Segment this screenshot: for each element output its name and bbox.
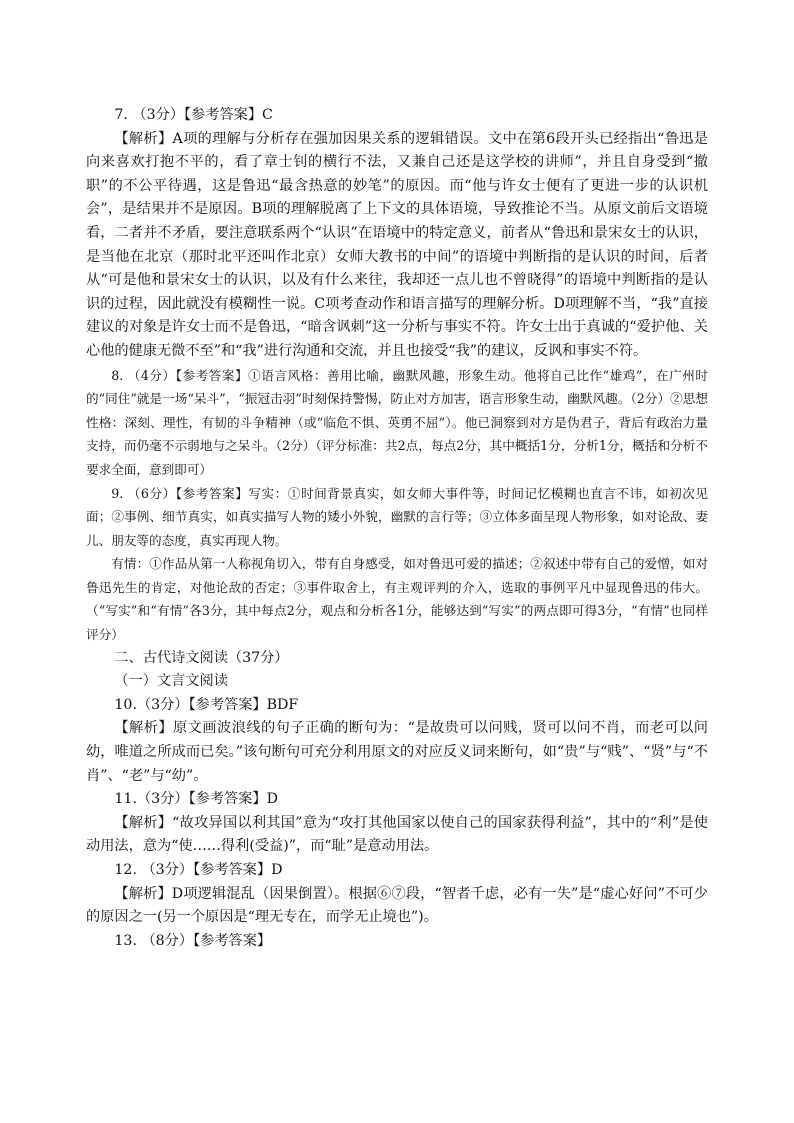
item-1: 【解析】A项的理解与分析存在强加因果关系的逻辑错误。文中在第6段开头已经指出“鲁迅是向来喜欢打抱不平的，看了章士钊的横行不法，又兼自己还是这学校的讲师”，并且自身受到“撤职”的不公平待遇，这是鲁迅“最含热意的妙笔”的原因。而“他与许女士便有了更进一步的认识机会”，是结果并不是原因。B项的理解脱离了上下文的具体语境，导致推论不当。从原文前后文语境看，二者并不矛盾，要注意联系两个“认识”在语境中的特定意义，前者从“鲁迅和景宋女士的认识，是当他在北京（那时北平还叫作北京）女师大教书的中间”的语境中判断指的是认识的时间，后者从“可是他和景宋女士的认识，以及有什么来往，我却还一点儿也不曾晓得”的语境中判断指的是认识的过程，因此就没有模糊性一说。C项考查动作和语言描写的理解分析。D项理解不当，“我”直接建议的对象是许女士而不是鲁迅，“暗含讽刺”这一分析与事实不符。许女士出于真诚的“爱护他、关心他的健康无微不至”和“我”进行沟通和交流，并且也接受“我”的建议，反讽和事实不符。 [86,130,708,359]
item-0: 7. （3分）【参考答案】C [114,107,273,123]
item-6: （一）文言文阅读 [114,673,228,690]
item-2: 8. （4分）【参考答案】①语言风格：善用比喻，幽默风趣，形象生动。他将自己比作“雄鸡”，在广州时的“同住”就是一场“呆斗”，“振冠击羽”时刻保持警惕，防止对方加害，语言形象生动，幽默风趣。（2分）②思想性格：深刻、理性，有韧的斗争精神（或“临危不惧、英勇不屈”）。他已洞察到对方是伪君子，背后有政治力量支持，而仍毫不示弱地与之呆斗。（2分）（评分标准：共2点，每点2分，其中概括1分，分析1分，概括和分析不要求全面，意到即可） [86,367,708,477]
item-8: 【解析】原文画波浪线的句子正确的断句为：“是故贵可以问贱，贤可以问不肖，而老可以问幼，唯道之所成而已矣。”该句断句可充分利用原文的对应反义词来断句，如“贵”与“贱”、“贤”与“不肖”、“老”与“幼”。 [86,720,708,784]
item-4: 有情：①作品从第一人称视角切入，带有自身感受，如对鲁迅可爱的描述；②叙述中带有自己的爱憎，如对鲁迅先生的肯定，对他论敌的否定；③事件取舍上，有主观评判的介入，选取的事例平凡中显现鲁迅的伟大。（“写实”和“有情”各3分，其中每点2分，观点和分析各1分，能够达到“写实”的两点即可得3分，“有情”也同样评分） [86,556,708,643]
item-9: 11.（3分）【参考答案】D [114,791,278,808]
item-12: 【解析】D项逻辑混乱（因果倒置）。根据⑥⑦段，“智者千虑，必有一失”是“虚心好问”不可少的原因之一(另一个原因是“理无专在，而学无止境也”)。 [86,885,708,926]
item-3: 9. （6分）【参考答案】写实：①时间背景真实，如女师大事件等，时间记忆模糊也直言不讳，如初次见面；②事例、细节真实，如真实描写人物的矮小外貌，幽默的言行等；③立体多面呈现人物形象，如对论敌、妻儿、朋友等的态度，真实再现人物。 [86,485,708,548]
item-7: 10.（3分）【参考答案】BDF [114,696,299,713]
item-13: 13. （8分）【参考答案】 [114,932,272,949]
item-5: 二、古代诗文阅读（37分） [114,649,289,666]
answer-page [86,104,708,953]
item-11: 12. （3分）【参考答案】D [114,862,283,878]
item-10: 【解析】“故攻异国以利其国”意为“攻打其他国家以使自己的国家获得利益”，其中的“利”是使动用法，意为“使……得利(受益)”，而“耻”是意动用法。 [86,814,708,855]
